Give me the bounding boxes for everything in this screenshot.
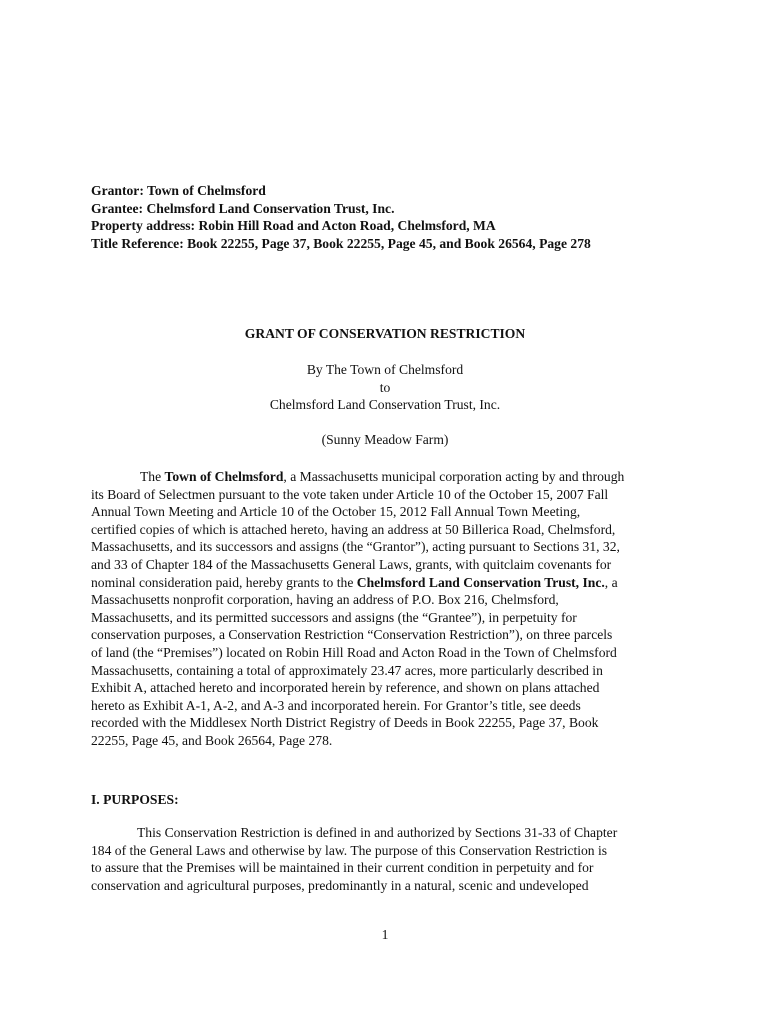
recording-header (91, 182, 711, 252)
paragraph-line: to assure that the Premises will be maintained in their current condition in perpetuity and for (91, 860, 594, 876)
paragraph-line: 184 of the General Laws and otherwise by law. The purpose of this Conservation Restriction is (91, 842, 608, 858)
to-line: to (379, 379, 391, 395)
paragraph-line: Massachusetts nonprofit corporation, having an address of P.O. Box 216, Chelmsford, (91, 592, 559, 608)
property-address-line: Property address: Robin Hill Road and Acton Road, Chelmsford, MA (91, 218, 496, 234)
section-heading-purposes: I. PURPOSES: (91, 792, 179, 807)
grantor-name-bold: Town of Chelmsford (164, 469, 284, 484)
paragraph-line (91, 574, 691, 592)
title-reference-line: Title Reference: Book 22255, Page 37, Book 22255, Page 45, and Book 26564, Page 278 (91, 235, 591, 251)
paragraph-line: Exhibit A, attached hereto and incorporated herein by reference, and shown on plans attached (91, 680, 600, 696)
parties-block (0, 361, 770, 414)
paragraph-line: Massachusetts, containing a total of approximately 23.47 acres, more particularly described in (91, 662, 603, 678)
paragraph-line: conservation and agricultural purposes, predominantly in a natural, scenic and undeveloped (91, 877, 589, 893)
paragraph-line: of land (the “Premises”) located on Robin Hill Road and Acton Road in the Town of Chelmsford (91, 644, 617, 660)
paragraph-line: Massachusetts, and its successors and assigns (the “Grantor”), acting pursuant to Sections 31, 32, (91, 539, 620, 555)
text-run: The (140, 469, 165, 484)
text-run: , a Massachusetts municipal corporation acting by and through (283, 469, 625, 484)
text-run: nominal consideration paid, hereby grants to the (91, 574, 357, 590)
paragraph-line: hereto as Exhibit A-1, A-2, and A-3 and incorporated herein. For Grantor’s title, see deeds (91, 697, 581, 713)
page-number: 1 (381, 927, 389, 942)
paragraph-line: and 33 of Chapter 184 of the Massachusetts General Laws, grants, with quitclaim covenants for (91, 556, 612, 572)
grantee-name-bold: Chelmsford Land Conservation Trust, Inc. (356, 574, 605, 590)
by-line: By The Town of Chelmsford (306, 362, 464, 377)
farm-name: (Sunny Meadow Farm) (321, 432, 449, 447)
paragraph-line: Massachusetts, and its permitted successors and assigns (the “Grantee”), in perpetuity for (91, 609, 577, 625)
paragraph-line (91, 468, 691, 486)
paragraph-line: conservation purposes, a Conservation Restriction “Conservation Restriction”), on three parcels (91, 627, 613, 643)
paragraph-line: recorded with the Middlesex North District Registry of Deeds in Book 22255, Page 37, Book (91, 715, 599, 731)
paragraph-line: 22255, Page 45, and Book 26564, Page 278. (91, 732, 333, 748)
grantor-line: Grantor: Town of Chelmsford (91, 183, 266, 198)
text-run: , a (604, 574, 618, 590)
paragraph-line: This Conservation Restriction is defined in and authorized by Sections 31-33 of Chapter (137, 825, 618, 840)
grantee-line: Grantee: Chelmsford Land Conservation Trust, Inc. (91, 200, 395, 216)
purposes-paragraph (91, 824, 691, 894)
paragraph-line: certified copies of which is attached hereto, having an address at 50 Billerica Road, Chelmsford, (91, 521, 616, 537)
intro-paragraph (91, 468, 691, 750)
paragraph-line: its Board of Selectmen pursuant to the vote taken under Article 10 of the October 15, 2007 Fall (91, 486, 609, 502)
paragraph-line: Annual Town Meeting and Article 10 of the October 15, 2012 Fall Annual Town Meeting, (91, 504, 581, 520)
grantee-name-line: Chelmsford Land Conservation Trust, Inc. (269, 397, 501, 413)
document-title: GRANT OF CONSERVATION RESTRICTION (244, 326, 526, 341)
